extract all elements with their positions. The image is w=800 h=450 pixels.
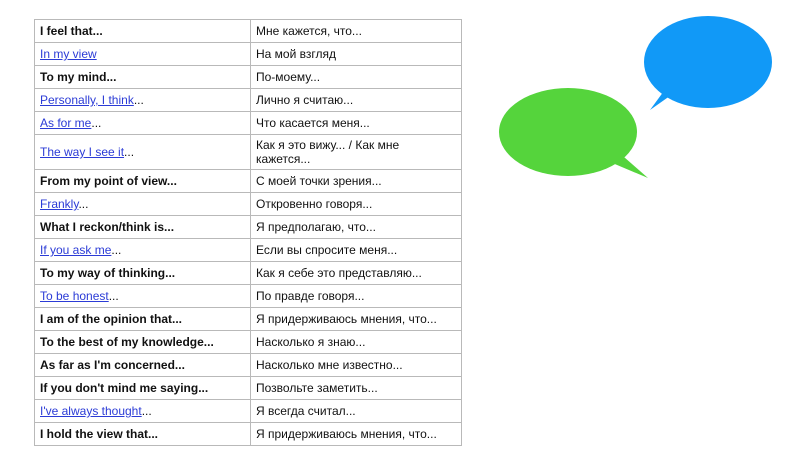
- blue-speech-bubble-icon: [644, 16, 772, 110]
- russian-translation-cell: Как я это вижу... / Как мне кажется...: [251, 135, 462, 170]
- russian-translation-cell: На мой взгляд: [251, 43, 462, 66]
- english-phrase-cell: [35, 112, 251, 135]
- russian-translation-cell: Позвольте заметить...: [251, 377, 462, 400]
- english-phrase-link[interactable]: I've always thought: [40, 404, 142, 418]
- english-phrase-cell: I feel that...: [35, 20, 251, 43]
- english-phrase-cell: To my mind...: [35, 66, 251, 89]
- english-phrase-cell: From my point of view...: [35, 170, 251, 193]
- phrases-table: [34, 19, 462, 446]
- russian-translation-cell: Насколько я знаю...: [251, 331, 462, 354]
- table-row: [35, 239, 462, 262]
- english-phrase-cell: To my way of thinking...: [35, 262, 251, 285]
- russian-translation-cell: По правде говоря...: [251, 285, 462, 308]
- russian-translation-cell: Как я себе это представляю...: [251, 262, 462, 285]
- phrase-ellipsis: ...: [141, 404, 152, 418]
- russian-translation-cell: Я всегда считал...: [251, 400, 462, 423]
- english-phrase-cell: If you don't mind me saying...: [35, 377, 251, 400]
- english-phrase-link[interactable]: To be honest: [40, 289, 109, 303]
- green-speech-bubble-icon: [499, 88, 648, 178]
- english-phrase-cell: [35, 193, 251, 216]
- english-phrase-cell: I am of the opinion that...: [35, 308, 251, 331]
- english-phrase-link[interactable]: As for me: [40, 116, 92, 130]
- phrase-ellipsis: ...: [111, 243, 122, 257]
- table-row: [35, 216, 462, 239]
- english-phrase-cell: [35, 239, 251, 262]
- english-phrase-cell: What I reckon/think is...: [35, 216, 251, 239]
- english-phrase-cell: I hold the view that...: [35, 423, 251, 446]
- russian-translation-cell: Насколько мне известно...: [251, 354, 462, 377]
- table-row: [35, 262, 462, 285]
- table-row: [35, 423, 462, 446]
- table-row: [35, 112, 462, 135]
- phrase-ellipsis: ...: [124, 145, 135, 159]
- russian-translation-cell: Я предполагаю, что...: [251, 216, 462, 239]
- russian-translation-cell: Мне кажется, что...: [251, 20, 462, 43]
- table-row: [35, 43, 462, 66]
- table-row: [35, 331, 462, 354]
- phrases-table-body: [35, 20, 462, 446]
- russian-translation-cell: По-моему...: [251, 66, 462, 89]
- english-phrase-cell: To the best of my knowledge...: [35, 331, 251, 354]
- english-phrase-cell: [35, 89, 251, 112]
- english-phrase-cell: [35, 135, 251, 170]
- english-phrase-link[interactable]: The way I see it: [40, 145, 125, 159]
- english-phrase-cell: [35, 43, 251, 66]
- english-phrase-link[interactable]: Personally, I think: [40, 93, 134, 107]
- speech-bubbles: [480, 0, 800, 200]
- english-phrase-link[interactable]: If you ask me: [40, 243, 112, 257]
- phrase-ellipsis: ...: [108, 289, 119, 303]
- russian-translation-cell: Если вы спросите меня...: [251, 239, 462, 262]
- table-row: [35, 400, 462, 423]
- table-row: [35, 308, 462, 331]
- table-row: [35, 377, 462, 400]
- table-row: [35, 193, 462, 216]
- table-row: [35, 89, 462, 112]
- english-phrase-cell: [35, 285, 251, 308]
- russian-translation-cell: Я придерживаюсь мнения, что...: [251, 423, 462, 446]
- russian-translation-cell: Лично я считаю...: [251, 89, 462, 112]
- english-phrase-cell: As far as I'm concerned...: [35, 354, 251, 377]
- table-row: [35, 66, 462, 89]
- table-row: [35, 354, 462, 377]
- russian-translation-cell: Откровенно говоря...: [251, 193, 462, 216]
- table-row: [35, 170, 462, 193]
- russian-translation-cell: Я придерживаюсь мнения, что...: [251, 308, 462, 331]
- phrase-ellipsis: ...: [91, 116, 102, 130]
- phrase-ellipsis: ...: [78, 197, 89, 211]
- russian-translation-cell: С моей точки зрения...: [251, 170, 462, 193]
- english-phrase-link[interactable]: In my view: [40, 47, 97, 61]
- table-row: [35, 135, 462, 170]
- english-phrase-link[interactable]: Frankly: [40, 197, 79, 211]
- phrase-ellipsis: ...: [133, 93, 144, 107]
- table-row: [35, 285, 462, 308]
- table-row: [35, 20, 462, 43]
- russian-translation-cell: Что касается меня...: [251, 112, 462, 135]
- english-phrase-cell: [35, 400, 251, 423]
